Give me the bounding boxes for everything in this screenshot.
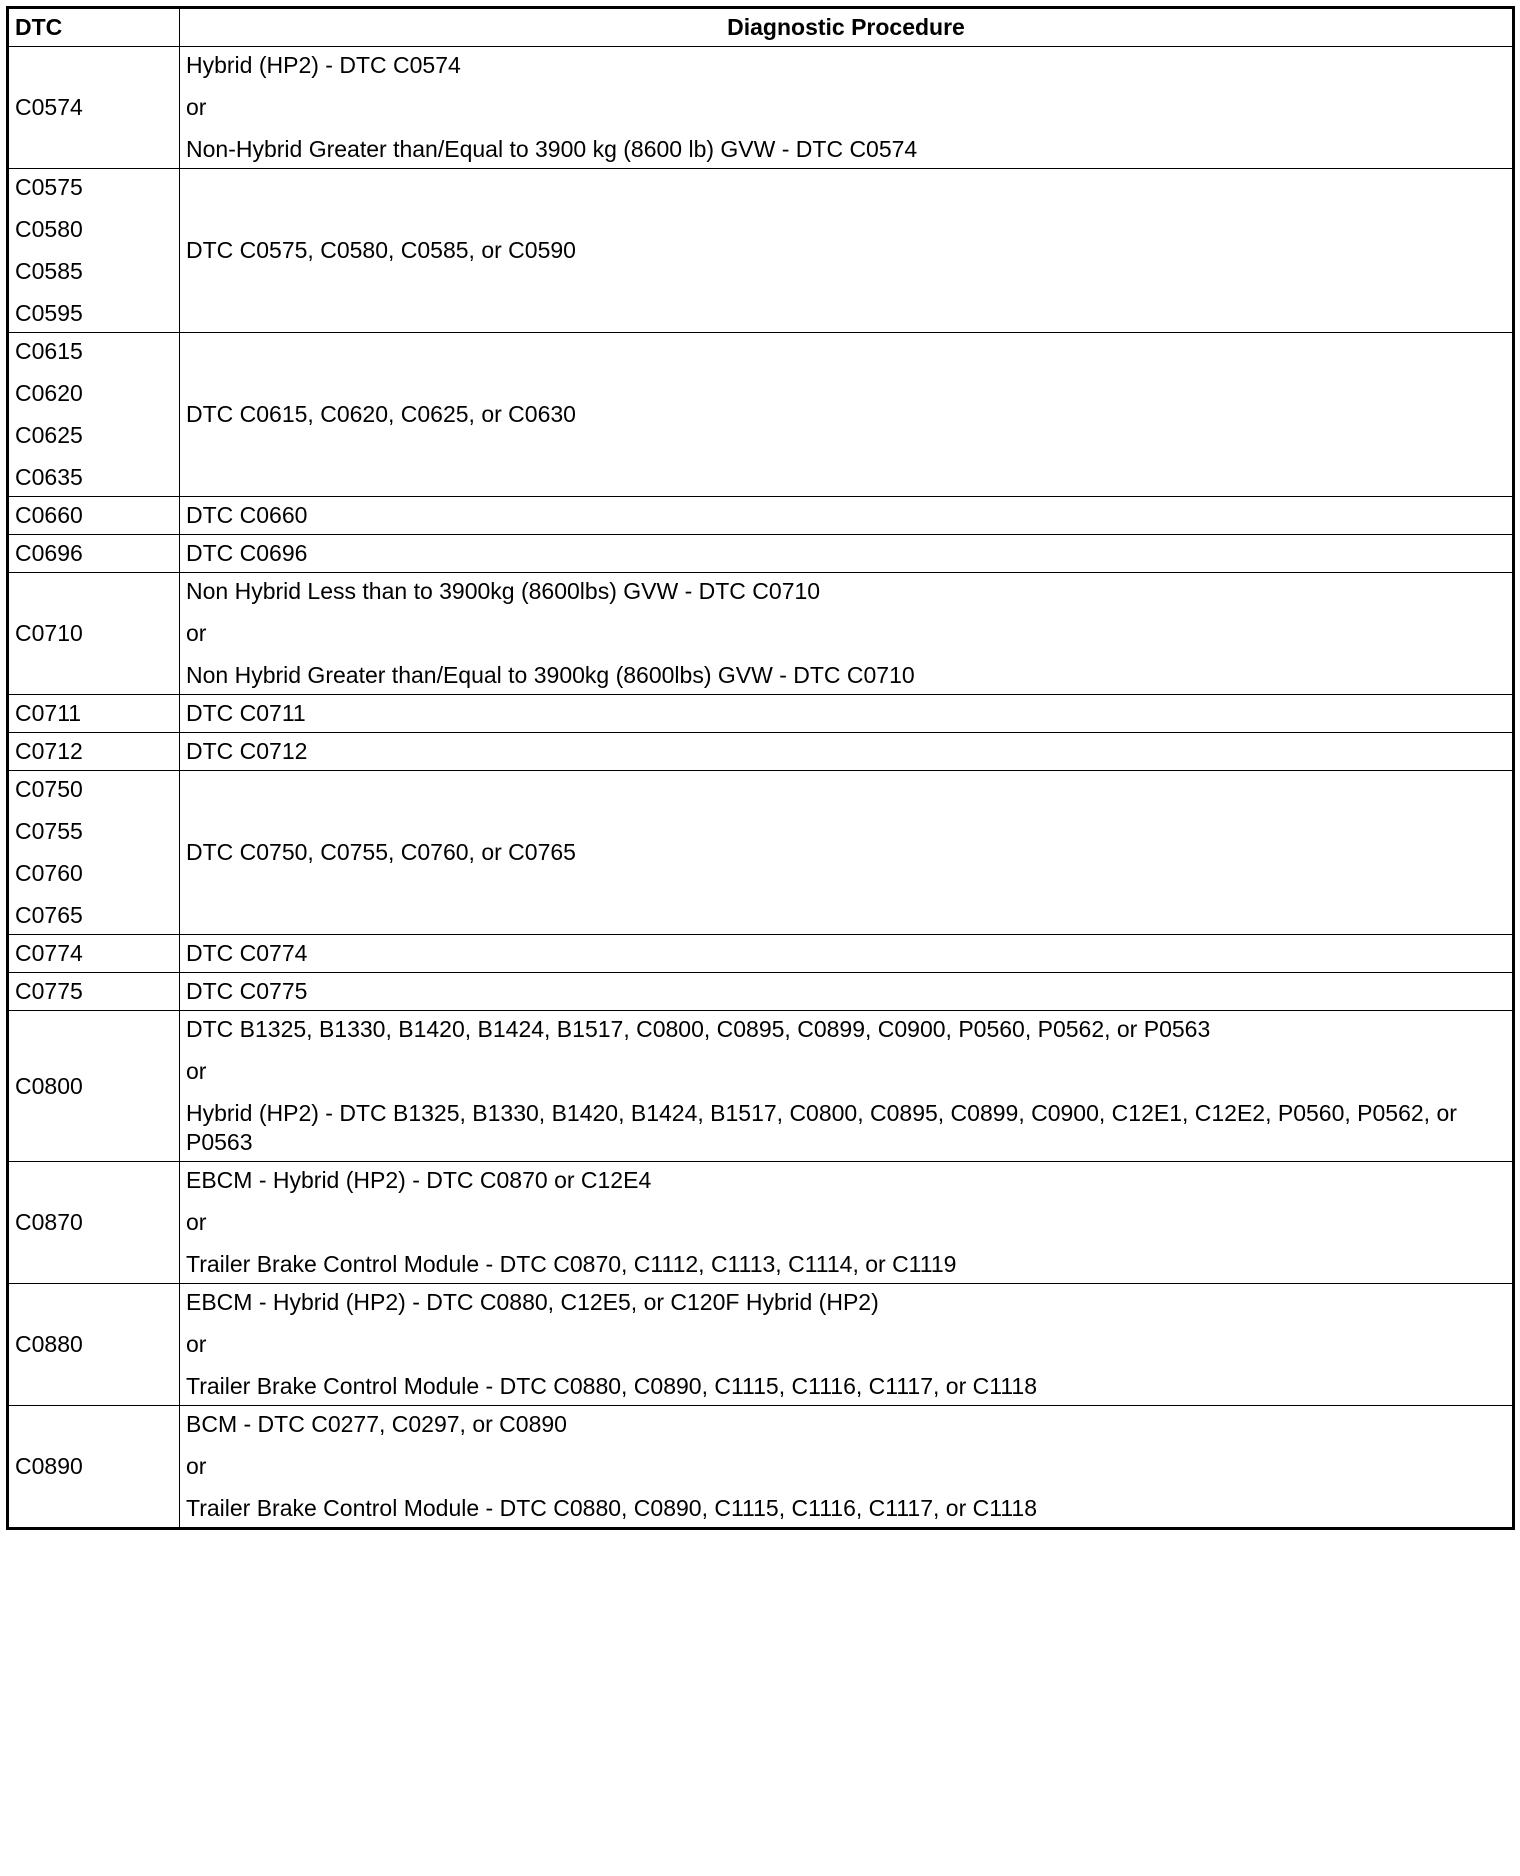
- diagnostic-procedure-cell: [180, 1284, 1514, 1406]
- dtc-code: C0580: [15, 216, 83, 242]
- dtc-code: C0774: [15, 940, 83, 966]
- dtc-code: C0890: [15, 1453, 83, 1479]
- dtc-code-cell: [8, 47, 180, 169]
- dtc-code-cell: [8, 497, 180, 535]
- diagnostic-procedure-cell: [180, 733, 1514, 771]
- table-row: [8, 695, 1514, 733]
- table-row: [8, 1011, 1514, 1162]
- diagnostic-procedure-cell: [180, 1011, 1514, 1162]
- procedure-text: Trailer Brake Control Module - DTC C0880, C0890, C1115, C1116, C1117, or C1118: [186, 1373, 1037, 1399]
- header-row: [8, 8, 1514, 47]
- procedure-text: DTC C0712: [186, 738, 308, 764]
- procedure-text: DTC C0750, C0755, C0760, or C0765: [186, 839, 576, 865]
- dtc-code-cell: [8, 1284, 180, 1406]
- procedure-text: DTC B1325, B1330, B1420, B1424, B1517, C0800, C0895, C0899, C0900, P0560, P0562, or P0563: [186, 1016, 1211, 1042]
- dtc-code: C0620: [15, 380, 83, 406]
- table-row: [8, 1406, 1514, 1529]
- table-row: [8, 1162, 1514, 1284]
- procedure-text: DTC C0575, C0580, C0585, or C0590: [186, 237, 576, 263]
- dtc-code: C0712: [15, 738, 83, 764]
- procedure-text: Trailer Brake Control Module - DTC C0870, C1112, C1113, C1114, or C1119: [186, 1251, 957, 1277]
- diagnostic-procedure-cell: [180, 497, 1514, 535]
- diagnostic-procedure-cell: [180, 535, 1514, 573]
- dtc-code-cell: [8, 333, 180, 497]
- procedure-separator: or: [186, 94, 207, 120]
- procedure-text: DTC C0660: [186, 502, 308, 528]
- table-row: [8, 169, 1514, 333]
- diagnostic-procedure-cell: [180, 771, 1514, 935]
- procedure-text: Hybrid (HP2) - DTC B1325, B1330, B1420, B1424, B1517, C0800, C0895, C0899, C0900, C12E1, C12E2, P0560, P0562, or P0563: [186, 1100, 1457, 1155]
- table-row: [8, 1284, 1514, 1406]
- dtc-code: C0574: [15, 94, 83, 120]
- procedure-separator: or: [186, 1058, 207, 1084]
- table-row: [8, 535, 1514, 573]
- dtc-code: C0800: [15, 1072, 83, 1099]
- dtc-code: C0595: [15, 300, 83, 326]
- diagnostic-procedure-cell: [180, 1162, 1514, 1284]
- dtc-code-cell: [8, 1162, 180, 1284]
- procedure-separator: or: [186, 620, 207, 646]
- dtc-code: C0760: [15, 860, 83, 886]
- procedure-text: Non-Hybrid Greater than/Equal to 3900 kg (8600 lb) GVW - DTC C0574: [186, 136, 918, 162]
- dtc-column-header: DTC: [8, 8, 180, 47]
- dtc-code: C0585: [15, 258, 83, 284]
- table-header: [8, 8, 1514, 47]
- dtc-table: [6, 6, 1515, 1530]
- dtc-code: C0710: [15, 620, 83, 646]
- diagnostic-procedure-cell: [180, 573, 1514, 695]
- dtc-code-cell: [8, 935, 180, 973]
- table-body: [8, 47, 1514, 1529]
- diagnostic-procedure-cell: [180, 47, 1514, 169]
- dtc-code-cell: [8, 695, 180, 733]
- procedure-text: DTC C0774: [186, 940, 308, 966]
- dtc-code: C0870: [15, 1209, 83, 1235]
- procedure-text: DTC C0711: [186, 700, 306, 726]
- dtc-code: C0755: [15, 818, 83, 844]
- dtc-code-cell: [8, 973, 180, 1011]
- diagnostic-procedure-cell: [180, 333, 1514, 497]
- dtc-code: C0575: [15, 174, 83, 200]
- diagnostic-procedure-cell: [180, 169, 1514, 333]
- dtc-code-cell: [8, 1011, 180, 1162]
- procedure-text: DTC C0775: [186, 978, 308, 1004]
- dtc-code: C0625: [15, 422, 83, 448]
- procedure-text: DTC C0615, C0620, C0625, or C0630: [186, 401, 576, 427]
- dtc-code: C0775: [15, 978, 83, 1004]
- diagnostic-procedure-cell: [180, 1406, 1514, 1529]
- dtc-code: C0635: [15, 464, 83, 490]
- dtc-code-cell: [8, 1406, 180, 1529]
- diagnostic-procedure-cell: [180, 695, 1514, 733]
- table-row: [8, 333, 1514, 497]
- dtc-code: C0660: [15, 502, 83, 528]
- diagnostic-procedure-cell: [180, 973, 1514, 1011]
- dtc-code: C0696: [15, 540, 83, 566]
- procedure-text: Hybrid (HP2) - DTC C0574: [186, 52, 461, 78]
- procedure-separator: or: [186, 1453, 207, 1479]
- table-row: [8, 573, 1514, 695]
- table-row: [8, 497, 1514, 535]
- procedure-text: Non Hybrid Less than to 3900kg (8600lbs) GVW - DTC C0710: [186, 578, 821, 604]
- procedure-text: Non Hybrid Greater than/Equal to 3900kg (8600lbs) GVW - DTC C0710: [186, 662, 915, 688]
- table-row: [8, 733, 1514, 771]
- dtc-code-cell: [8, 573, 180, 695]
- procedure-separator: or: [186, 1331, 207, 1357]
- dtc-code: C0750: [15, 776, 83, 802]
- procedure-text: Trailer Brake Control Module - DTC C0880, C0890, C1115, C1116, C1117, or C1118: [186, 1495, 1037, 1521]
- procedure-text: BCM - DTC C0277, C0297, or C0890: [186, 1411, 567, 1437]
- table-row: [8, 47, 1514, 169]
- procedure-column-header: Diagnostic Procedure: [180, 8, 1514, 47]
- dtc-code: C0880: [15, 1331, 83, 1357]
- dtc-code: C0765: [15, 902, 83, 928]
- procedure-text: DTC C0696: [186, 540, 308, 566]
- table-row: [8, 973, 1514, 1011]
- dtc-code-cell: [8, 733, 180, 771]
- dtc-code-cell: [8, 535, 180, 573]
- table-row: [8, 935, 1514, 973]
- procedure-text: EBCM - Hybrid (HP2) - DTC C0880, C12E5, or C120F Hybrid (HP2): [186, 1289, 879, 1315]
- procedure-text: EBCM - Hybrid (HP2) - DTC C0870 or C12E4: [186, 1167, 652, 1193]
- dtc-code: C0615: [15, 338, 83, 364]
- dtc-code-cell: [8, 169, 180, 333]
- table-row: [8, 771, 1514, 935]
- procedure-separator: or: [186, 1209, 207, 1235]
- dtc-code-cell: [8, 771, 180, 935]
- dtc-code: C0711: [15, 700, 82, 726]
- diagnostic-procedure-cell: [180, 935, 1514, 973]
